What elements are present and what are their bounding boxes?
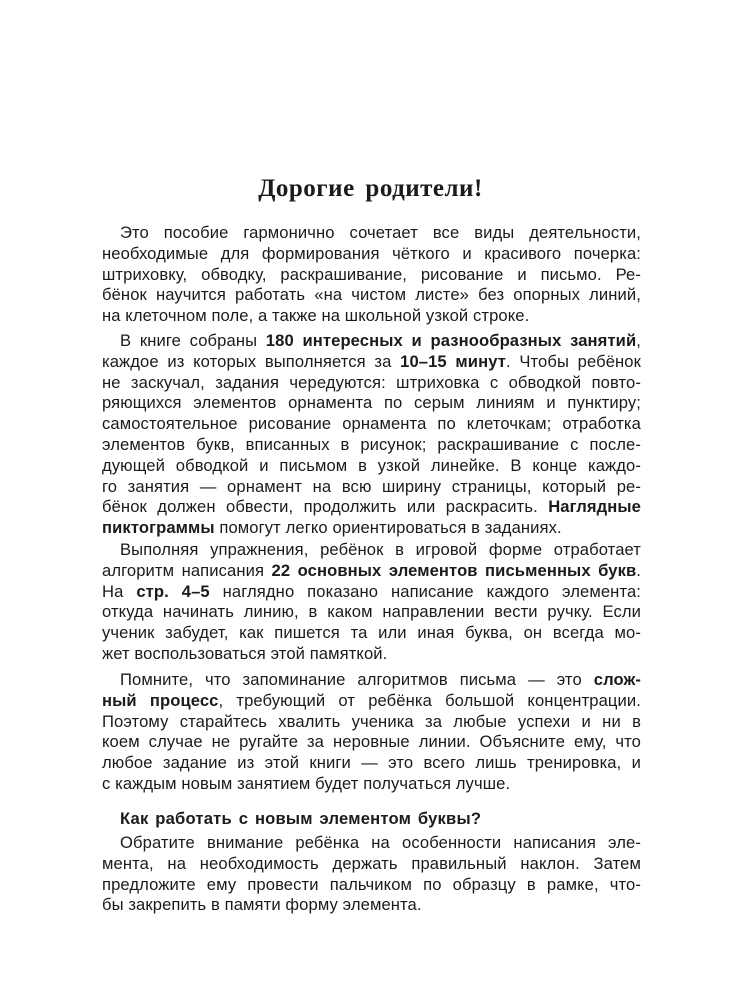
- text-segment: Это пособие гармонично сочетает все виды деятельности,: [120, 223, 641, 242]
- text-segment: бы закрепить в памяти форму элемента.: [102, 895, 422, 915]
- text-line: [102, 477, 641, 498]
- text-segment: жет воспользоваться этой памяткой.: [102, 643, 388, 663]
- text-line: [102, 854, 641, 875]
- text-line: [102, 774, 641, 795]
- text-segment: штриховку, обводку, раскрашивание, рисование и письмо. Ре-: [102, 264, 641, 284]
- text-line: [102, 285, 641, 306]
- text-segment: наглядно показано написание каждого элемента:: [209, 581, 641, 601]
- bold-text: 22 основных элементов письменных букв: [271, 560, 637, 580]
- paragraph-1: [102, 223, 641, 327]
- text-segment: дующей обводкой и письмом в узкой линейке. В конце каждо-: [102, 455, 641, 475]
- text-segment: откуда начинать линию, в каком направлении вести ручку. Если: [102, 602, 641, 622]
- bold-text: ный процесс: [102, 690, 219, 710]
- text-segment: необходимые для формирования чёткого и красивого почерка:: [102, 243, 641, 263]
- bold-text: Наглядные: [548, 497, 641, 517]
- text-line: [102, 244, 641, 265]
- text-line: [102, 373, 641, 394]
- text-line: [102, 582, 641, 603]
- paragraph-5: [102, 833, 641, 916]
- text-line: [102, 352, 641, 373]
- text-segment: го занятия — орнамент на всю ширину страницы, который ре-: [102, 476, 641, 496]
- text-segment: предложите ему провести пальчиком по образцу в рамке, что-: [102, 874, 641, 894]
- text-segment: На: [102, 581, 137, 601]
- text-line: [102, 414, 641, 435]
- text-line: [102, 670, 641, 691]
- text-segment: не заскучал, задания чередуются: штриховка с обводкой повто-: [102, 372, 641, 392]
- text-line: [102, 456, 641, 477]
- text-segment: Выполняя упражнения, ребёнок в игровой форме отработает: [120, 540, 641, 559]
- text-line: [102, 306, 641, 327]
- text-segment: помогут легко ориентироваться в заданиях.: [214, 518, 562, 538]
- text-segment: , требующий от ребёнка большой концентрации.: [218, 690, 641, 710]
- text-segment: бёнок научится работать «на чистом листе» без опорных линий,: [102, 285, 641, 305]
- text-line: [102, 435, 641, 456]
- text-segment: .: [636, 560, 642, 580]
- text-line: [102, 753, 641, 774]
- text-segment: коем случае не ругайте за неровные линии. Объясните ему, что: [102, 732, 641, 752]
- text-line: [102, 393, 641, 414]
- text-segment: самостоятельное рисование орнамента по клеточкам; отработка: [102, 414, 641, 434]
- text-segment: ,: [636, 331, 641, 350]
- text-segment: на клеточном поле, а также на школьной узкой строке.: [102, 306, 530, 326]
- text-segment: мента, на необходимость держать правильный наклон. Затем: [102, 853, 641, 873]
- text-segment: Обратите внимание ребёнка на особенности написания эле-: [120, 833, 641, 852]
- text-segment: бёнок должен обвести, продолжить или раскрасить.: [102, 497, 549, 517]
- text-segment: В книге собраны: [120, 331, 266, 350]
- text-segment: . Чтобы ребёнок: [505, 351, 641, 371]
- bold-text: 10–15 минут: [400, 351, 506, 371]
- text-segment: ряющихся элементов орнамента по серым линиям и пунктиру;: [102, 393, 641, 413]
- text-line: [102, 833, 641, 854]
- text-segment: элементов букв, вписанных в рисунок; раскрашивание с после-: [102, 434, 641, 454]
- text-segment: любое задание из этой книги — это всего лишь тренировка, и: [102, 753, 641, 773]
- bold-text: слож-: [593, 670, 641, 689]
- page-title: Дорогие родители!: [258, 175, 483, 202]
- text-line: [102, 602, 641, 623]
- text-line: [102, 712, 641, 733]
- text-segment: алгоритм написания: [102, 560, 272, 580]
- bold-text: 180 интересных и разнообразных занятий: [265, 331, 637, 350]
- section-subheading: Как работать с новым элементом буквы?: [120, 809, 482, 828]
- text-segment: каждое из которых выполняется за: [102, 351, 401, 371]
- paragraph-3: [102, 540, 641, 665]
- text-line: [102, 732, 641, 753]
- paragraph-4: [102, 670, 641, 795]
- text-line: [102, 265, 641, 286]
- text-line: [102, 223, 641, 244]
- text-line: [102, 623, 641, 644]
- text-segment: Помните, что запоминание алгоритмов письма — это: [120, 670, 594, 689]
- text-segment: ученик забудет, как пишется та или иная буква, он всегда мо-: [102, 623, 641, 643]
- text-line: [102, 561, 641, 582]
- text-line: [102, 644, 641, 665]
- bold-text: стр. 4–5: [136, 581, 210, 601]
- text-line: [102, 518, 641, 539]
- text-line: [102, 497, 641, 518]
- text-line: [102, 540, 641, 561]
- text-segment: Поэтому старайтесь хвалить ученика за любые успехи и ни в: [102, 711, 641, 731]
- text-line: [102, 331, 641, 352]
- text-segment: с каждым новым занятием будет получаться лучше.: [102, 773, 511, 793]
- text-line: [102, 691, 641, 712]
- text-line: [102, 895, 641, 916]
- bold-text: пиктограммы: [102, 518, 215, 538]
- paragraph-2: [102, 331, 641, 539]
- text-line: [102, 875, 641, 896]
